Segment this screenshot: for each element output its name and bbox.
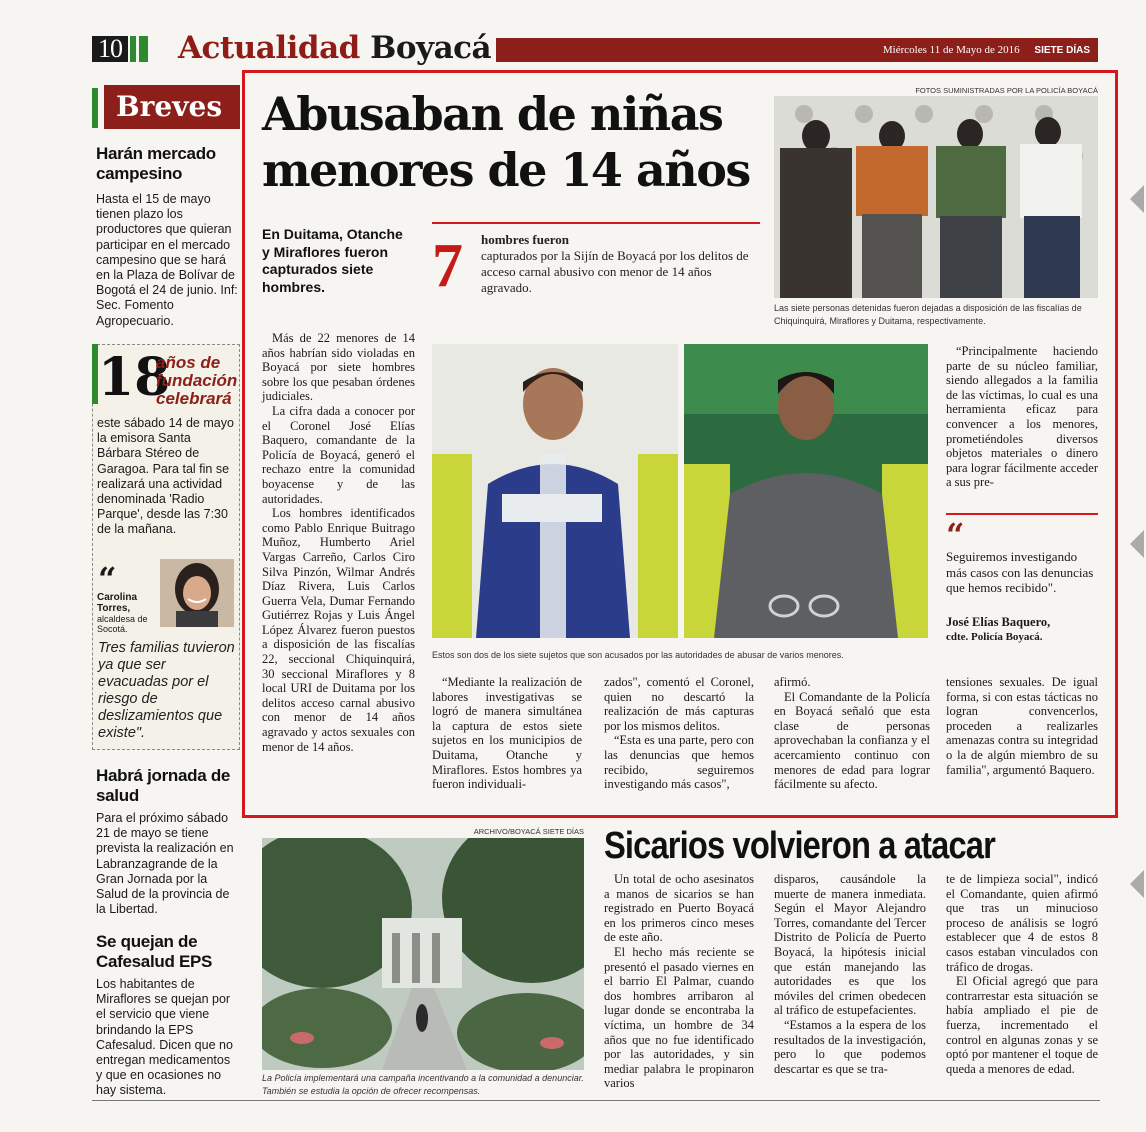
header-band [496, 38, 1098, 62]
suspect-photo [432, 344, 678, 638]
fact-number: 7 [432, 232, 463, 300]
photo-caption: La Policía implementará una campaña incentivando a la comunidad a denunciar. También se estudia la opción de ofrecer recompensas. [262, 1073, 584, 1096]
paragraph: Un total de ocho asesinatos a manos de sicarios se han registrado en Puerto Boyacá en los primeros cinco meses de este año. [604, 872, 754, 945]
paragraph: zados", comentó el Coronel, quien no descartó la realización de más capturas por los mismos delitos. [604, 675, 754, 733]
article-column [262, 331, 415, 754]
section-name: Actualidad [178, 30, 360, 66]
pull-quote-attribution [946, 615, 1098, 645]
quote-text: Tres familias tuvieron ya que ser evacuadas por el riesgo de deslizamientos que existe". [98, 640, 235, 741]
quote-author-role: alcaldesa de Socotá. [97, 614, 148, 634]
paragraph: Más de 22 menores de 14 años habrían sido violadas en Boyacá por siete hombres sobre los que pesaban órdenes judiciales. [262, 331, 415, 404]
author-portrait [160, 559, 234, 627]
paragraph: “Estamos a la espera de los resultados de la investigación, pero lo que podemos descartar es que se tra- [774, 1017, 926, 1076]
brief-body: Los habitantes de Miraflores se quejan por el servicio que viene brindando la EPS Cafesalud. Dicen que no entregan medicamentos y que en ocasiones no hay sistema. [96, 977, 233, 1098]
brief-body: Hasta el 15 de mayo tienen plazo los productores que quieran participar en el mercado campesino que se hará en la Plaza de Bolívar de Bogotá el 24 de junio. Inf: Sec. Fomento Agropecuario. [96, 192, 238, 328]
breves-title: Breves [104, 85, 240, 129]
page-edge-arrow-icon [1130, 530, 1144, 558]
pull-quote-role: cdte. Policía Boyacá. [946, 631, 1043, 643]
fact-lead: hombres fueron [481, 232, 569, 247]
brief-title: Habrá jornada de salud [96, 766, 231, 805]
pull-quote-name: José Elías Baquero, [946, 615, 1051, 629]
issue-date: Miércoles 11 de Mayo de 2016 [882, 44, 1020, 56]
photo-credit: ARCHIVO/BOYACÁ SIETE DÍAS [473, 827, 584, 836]
paragraph: disparos, causándole la muerte de manera inmediata. Según el Mayor Alejandro Torres, comandante del Tercer Distrito de Policía de Puerto Boyacá, la hipótesis inicial que están manejando las autoridades es que los móviles del crimen obedecen al tráfico de estupefacientes. [774, 872, 926, 1018]
page-edge-arrow-icon [1130, 185, 1144, 213]
anniversary-number: 18 [98, 347, 171, 408]
article-column [946, 344, 1098, 490]
anniversary-body: este sábado 14 de mayo la emisora Santa Bárbara Stéreo de Garagoa. Para tal fin se realizará una actividad denominada 'Radio Parque', desde las 7:30 de la mañana. [97, 416, 234, 537]
breves-accent [92, 88, 98, 128]
paragraph: “Esta es una parte, pero con las denuncias que hemos recibido, seguiremos investigando más casos", [604, 733, 754, 792]
quote-mark-icon: “ [946, 516, 965, 554]
suspect-photo [684, 344, 928, 638]
article-column [604, 675, 754, 792]
paragraph: “Mediante la realización de labores investigativas se logró de manera simultánea la captura de estos siete sujetos en los municipios de Duitama, Otanche y Miraflores. Estos hombres ya fueron individuali- [432, 675, 582, 792]
second-headline: Sicarios volvieron a atacar [604, 825, 995, 867]
brief-title: Se quejan de Cafesalud EPS [96, 932, 213, 971]
fact-rule [432, 222, 760, 224]
article-column [774, 872, 926, 1076]
paragraph: tensiones sexuales. De igual forma, si con estas tácticas no logran convencerlos, proceden a realizarles amenazas contra su integridad o la de algún miembro de su familia", argumentó Baquero. [946, 675, 1098, 777]
page-number-accent [139, 36, 148, 62]
brief-body: Para el próximo sábado 21 de mayo se tiene prevista la realización en Labranzagrande de la Gran Jornada por la Salud de la provincia de la Libertad. [96, 811, 234, 917]
page-number-accent [130, 36, 136, 62]
paragraph: afirmó. [774, 675, 811, 689]
pull-quote-rule [946, 513, 1098, 515]
page-bottom-rule [92, 1100, 1100, 1101]
section-title [178, 30, 491, 66]
main-headline: Abusaban de niñas menores de 14 años [262, 87, 750, 197]
photo-credit: FOTOS SUMINISTRADAS POR LA POLICÍA BOYACÁ [915, 86, 1098, 95]
publication-name: SIETE DÍAS [1034, 45, 1090, 56]
photo-caption: Estos son dos de los siete sujetos que son acusados por las autoridades de abusar de varios menores. [432, 650, 844, 660]
pull-quote-text: Seguiremos investigando más casos con las denuncias que hemos recibido". [946, 549, 1094, 595]
article-column [604, 872, 754, 1091]
quote-author-name: Carolina Torres, [97, 592, 138, 614]
detainees-photo [774, 96, 1098, 298]
anniversary-title: años de fundación celebrará [156, 353, 238, 408]
paragraph: El hecho más reciente se presentó el pasado viernes en el barrio El Palmar, cuando dos hombres arribaron al lugar donde se encontraba la víctima, un hombre de 34 años que no fue identificado por las autoridades, y sin mediar palabra le propinaron varios [604, 944, 754, 1091]
paragraph: te de limpieza social", indicó el Comandante, quien afirmó que tras un minucioso proceso de análisis se logró establecer que 4 de estos 8 casos estaban vinculados con tráfico de drogas. [946, 872, 1098, 974]
paragraph: El Oficial agregó que para contrarrestar esta situación se había ampliado el pie de fuerza, incrementado el control en algunas zonas y se optó por mantener el toque de queda a menores de edad. [946, 974, 1098, 1076]
article-column [946, 872, 1098, 1076]
park-photo [262, 838, 584, 1070]
paragraph: La cifra dada a conocer por el Coronel José Elías Baquero, comandante de la Policía de Boyacá, generó el rechazo entre la comunidad boyacense y de las autoridades. [262, 403, 415, 506]
fact-body: capturados por la Sijín de Boyacá por los delitos de acceso carnal abusivo con menor de 14 años agravado. [481, 248, 749, 295]
fact-text [481, 232, 751, 296]
page-edge-arrow-icon [1130, 870, 1144, 898]
paragraph: Los hombres identificados como Pablo Enrique Buitrago Muñoz, Humberto Ariel Vargas Carreño, Carlos Ciro Silva Pinzón, Wilmar Andrés Díaz Rivera, Luis Carlos Guerra Vela, Dumar Fernando Gutiérrez Rojas y Luis Ángel López Álvarez fueron puestos a disposición de las fiscalías 22, seccional Chiquinquirá, 30 seccional Miraflores y 8 local URI de Duitama por los delitos acceso carnal abusivo con menor de 14 años agravado y actos sexuales con menor de 14 años. [262, 506, 415, 754]
page-number: 10 [92, 36, 128, 62]
article-deck: En Duitama, Otanche y Miraflores fueron capturados siete hombres. [262, 226, 403, 295]
article-column [946, 675, 1098, 777]
article-column [432, 675, 582, 792]
quote-mark-icon: “ [98, 560, 117, 598]
paragraph: El Comandante de la Policía en Boyacá señaló que esta clase de personas aprovechaban la confianza y el acercamiento continuo con menores de edad para lograr fácilmente su afecto. [774, 689, 930, 792]
paragraph: “Principalmente haciendo parte de su núcleo familiar, siendo allegados a la familia de las víctimas, lo cual es una herramienta eficaz para convencer a los menores, prometiéndoles diversos objetos materiales o dinero para lograr fácilmente acceder a sus pre- [946, 344, 1098, 490]
article-column [774, 675, 930, 792]
photo-caption: Las siete personas detenidas fueron dejadas a disposición de las fiscalías de Chiquinquirá, Miraflores y Duitama, respectivamente. [774, 303, 1082, 326]
section-place: Boyacá [370, 30, 492, 66]
brief-title: Harán mercado campesino [96, 144, 216, 183]
